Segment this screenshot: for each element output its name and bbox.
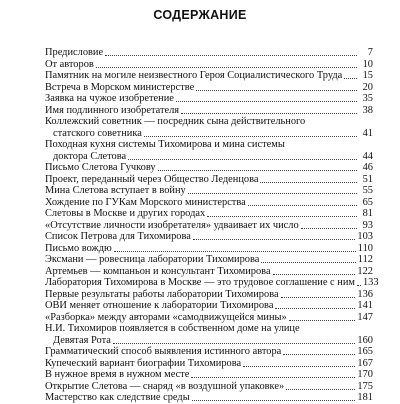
toc-entry-page: 20 [362,81,373,93]
toc-entry-title: Открытие Слетова — снаряд «в воздушной упаковке» [45,380,285,392]
toc-entry-title: статского советника [53,127,142,139]
toc-entry-page: 167 [357,357,373,369]
toc-entry [45,289,373,301]
dot-leader [193,238,356,240]
dot-leader [286,388,355,390]
toc-entry [45,266,373,278]
dot-leader [273,273,356,275]
toc-entry [45,174,373,186]
toc-entry-page: 7 [367,47,373,58]
toc-entry-page: 41 [362,127,373,139]
toc-entry [45,82,373,94]
toc-entry [45,323,373,335]
toc-entry-page: 122 [357,265,373,277]
toc-entry-page: 175 [357,380,373,392]
dot-leader [191,376,355,378]
toc-entry-title: Грамматический способ выявления истинного автора [45,346,282,357]
toc-entry-page: 170 [357,369,373,380]
toc-entry-title: «Отсутствие личности изобретателя» удваивает их число [45,219,299,231]
toc-entry [45,277,379,289]
toc-entry-page: 147 [357,311,373,323]
toc-entry [45,185,373,197]
dot-leader [243,365,355,367]
toc-entry [45,254,373,266]
toc-entry [45,197,373,209]
toc-entry-page: 15 [362,70,373,81]
toc-entry-page: 165 [357,346,373,357]
toc-entry-title: Слетовы в Москве и других городах [45,208,206,219]
toc-entry [45,300,373,312]
toc-entry-page: 136 [357,288,373,300]
toc-entry-page: 55 [362,185,373,196]
dot-leader [281,296,356,298]
toc-entry [45,220,373,232]
toc-entry [45,208,373,220]
toc-entry-title: Купеческий вариант биографии Тихомирова [45,357,242,369]
toc-entry-title: Проект, переданный через Общество Леденцова [45,173,259,185]
dot-leader [289,319,356,321]
toc-entry-title: Мина Слетова вступает в войну [45,185,186,196]
toc-entry-title: Коллежский советник — посредник сына действительного [45,116,306,127]
dot-leader [196,89,357,91]
toc-entry [45,116,373,128]
toc-entry-title: Мастерство как следствие среды [45,392,190,403]
toc-entry [45,47,373,59]
toc-entry [45,346,373,358]
toc-entry-continuation [53,128,373,140]
toc-entry-title: Письмо вождю [45,242,112,254]
dot-leader [283,353,355,355]
toc-entry-title: Лаборатория Тихомирова в Москве — это трудовое соглашение с ним [45,277,355,288]
toc-entry-title: От авторов [45,58,94,70]
dot-leader [260,181,357,183]
dot-leader [96,66,357,68]
toc-entry-title: доктора Слетова [53,150,127,162]
dot-leader [261,261,355,263]
toc-entry-page: 81 [362,208,373,219]
toc-entry-continuation [53,151,373,163]
toc-entry-page: 51 [362,173,373,185]
toc-entry [45,231,373,243]
dot-leader [207,215,357,217]
dot-leader [144,135,357,137]
toc-entry [45,392,373,404]
dot-leader [176,100,357,102]
toc-entry-title: «Разборка» между авторами «самодвижущейся мины» [45,311,287,323]
toc-entry-page: 141 [357,300,373,311]
toc-entry [45,162,373,174]
toc-entry [45,93,373,105]
dot-leader [105,54,357,56]
toc-entry-page: 65 [362,196,373,208]
toc-entry-title: Девятая Рота [53,334,111,346]
toc-entry [45,139,373,151]
toc-entry-page: 103 [357,231,373,242]
toc-entry [45,312,373,324]
toc-entry [45,369,373,381]
toc-entry-title: Заявка на чужое изобретение [45,93,174,104]
dot-leader [113,342,356,344]
toc-entry-title: Памятник на могиле неизвестного Героя Социалистического Труда [45,70,343,81]
page-title: СОДЕРЖАНИЕ [153,8,247,22]
toc-entry-page: 44 [362,150,373,162]
toc-entry-title: Походная кухня системы Тихомирова и мина системы [45,139,285,150]
toc-entry-page: 133 [362,277,379,288]
toc-entry-title: Хождение по ГУКам Морского министерства [45,196,246,208]
dot-leader [248,204,357,206]
toc-entry [45,59,373,71]
toc-entry-page: 93 [362,219,373,231]
toc-entry [45,358,373,370]
toc-entry-page: 35 [362,93,373,104]
toc-entry-page: 160 [357,334,373,346]
toc-entry-continuation [53,335,373,347]
toc-entry-page: 38 [362,104,373,116]
toc-entry-title: Письмо Слетова Гучкову [45,162,156,173]
toc-entry-title: Список Петрова для Тихомирова [45,231,191,242]
toc-entry-page: 112 [357,254,373,265]
toc-entry-title: Н.И. Тихомиров появляется в собственном доме на улице [45,323,300,334]
dot-leader [128,158,357,160]
dot-leader [275,307,355,309]
toc-entry-title: Артемьев — компаньон и консультант Тихомирова [45,265,271,277]
dot-leader [188,192,357,194]
toc-entry-page: 181 [357,392,373,403]
dot-leader [192,399,356,401]
toc-entry [45,105,373,117]
dot-leader [181,112,357,114]
dot-leader [158,169,357,171]
dot-leader [114,250,356,252]
dot-leader [301,227,357,229]
toc-entry [45,243,373,255]
toc-entry-title: ОВИ меняет отношение к лаборатории Тихомирова [45,300,274,311]
toc-entry-title: Предисловие [45,47,104,58]
toc-entry-title: В нужное время в нужном месте [45,369,190,380]
dot-leader [357,284,361,286]
toc-entry [45,70,373,82]
toc-entry-page: 110 [357,242,373,254]
toc-entry-title: Встреча в Морском министерстве [45,81,195,93]
toc-entry [45,381,373,393]
toc-entry-title: Эксмани — ровесница лаборатории Тихомирова [45,254,260,265]
toc-entry-page: 10 [362,58,373,70]
dot-leader [344,77,357,79]
toc-entry-title: Первые результаты работы лаборатории Тихомирова [45,288,279,300]
toc-entry-title: Имя подлинного изобретателя [45,104,180,116]
toc-entry-page: 46 [362,162,373,173]
